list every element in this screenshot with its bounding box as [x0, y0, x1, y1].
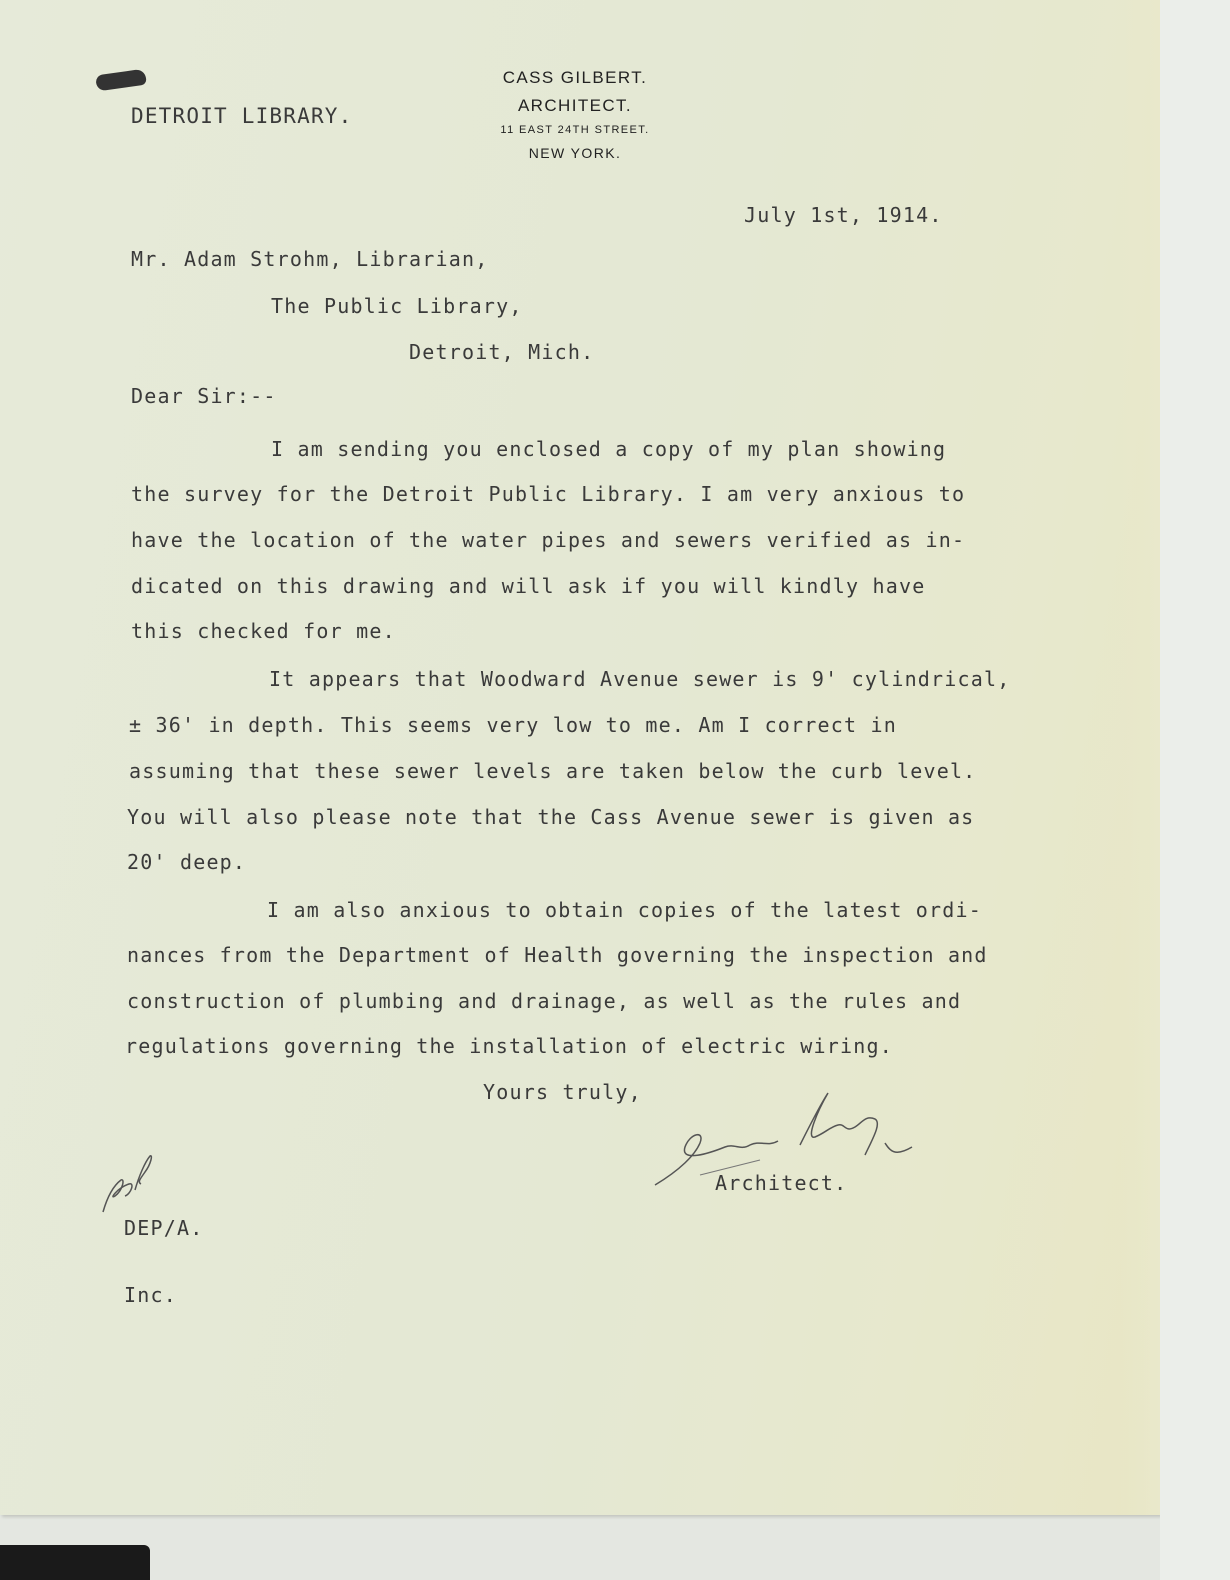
scan-corner-shadow	[0, 1545, 150, 1580]
enclosure-note: Inc.	[124, 1283, 177, 1307]
address-line: Detroit, Mich.	[409, 340, 595, 364]
letter-date: July 1st, 1914.	[744, 203, 943, 227]
body-line: I am also anxious to obtain copies of the latest ordi-	[267, 898, 983, 922]
paper-edge-shading	[1120, 0, 1160, 1515]
letterhead-city: NEW YORK.	[528, 145, 622, 161]
salutation: Dear Sir:--	[131, 384, 277, 408]
body-line: You will also please note that the Cass Avenue sewer is given as	[127, 805, 975, 829]
body-line: It appears that Woodward Avenue sewer is 9' cylindrical,	[269, 667, 1011, 691]
signature-title: Architect.	[715, 1171, 848, 1195]
letterhead-name: CASS GILBERT.	[502, 68, 648, 87]
body-line: dicated on this drawing and will ask if you will kindly have	[131, 574, 926, 598]
handwritten-initials	[95, 1150, 165, 1220]
body-line: this checked for me.	[131, 619, 396, 643]
body-line: have the location of the water pipes and sewers verified as in-	[131, 528, 966, 552]
body-line: regulations governing the installation of electric wiring.	[125, 1034, 893, 1058]
background-margin	[1160, 0, 1230, 1580]
address-line: Mr. Adam Strohm, Librarian,	[131, 247, 489, 271]
letterhead-title: ARCHITECT.	[517, 96, 633, 115]
body-line: 20' deep.	[127, 850, 247, 874]
body-line: assuming that these sewer levels are taken below the curb level.	[129, 759, 977, 783]
letterhead-street: 11 EAST 24TH STREET.	[500, 124, 650, 136]
body-line: construction of plumbing and drainage, as well as the rules and	[127, 989, 962, 1013]
typist-initials: DEP/A.	[124, 1216, 204, 1240]
body-line: the survey for the Detroit Public Library. I am very anxious to	[131, 482, 966, 506]
address-line: The Public Library,	[271, 294, 523, 318]
body-line: I am sending you enclosed a copy of my plan showing	[271, 437, 947, 461]
body-line: nances from the Department of Health governing the inspection and	[127, 943, 988, 967]
closing: Yours truly,	[483, 1080, 642, 1104]
file-label: DETROIT LIBRARY.	[131, 104, 353, 128]
body-line: ± 36' in depth. This seems very low to me. Am I correct in	[129, 713, 897, 737]
